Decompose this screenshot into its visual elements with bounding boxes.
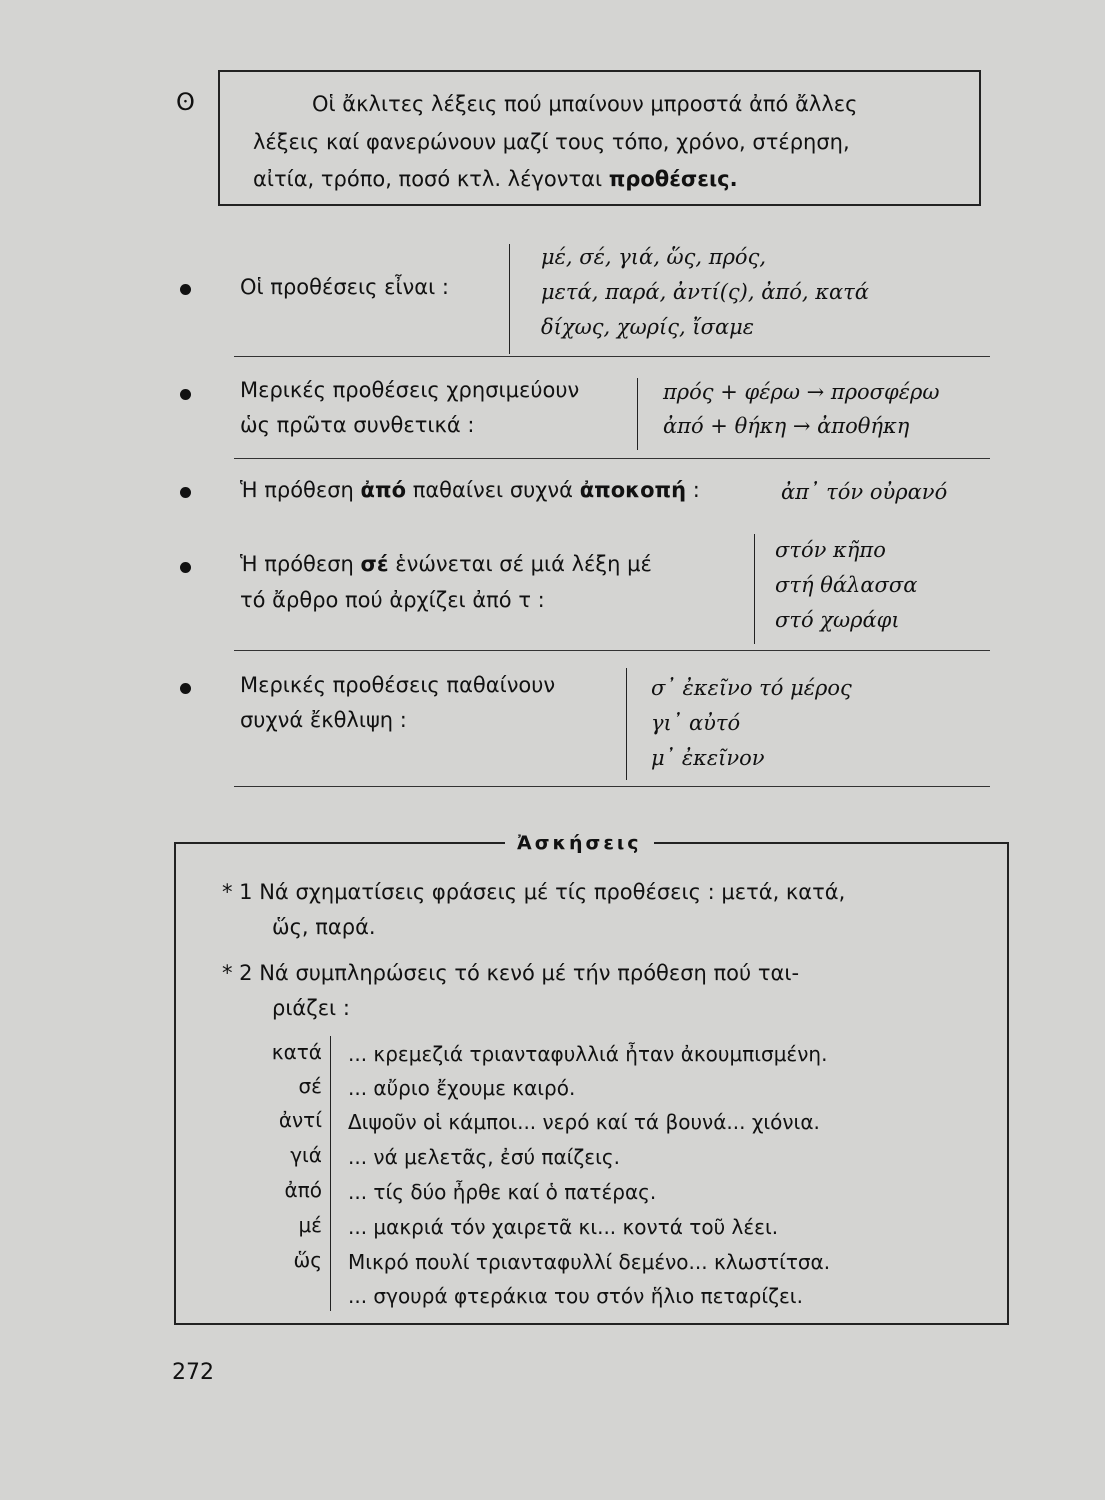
exercise-2-line-2: ριάζει : [272, 996, 350, 1020]
rule-2-divider [637, 378, 638, 450]
rule-1-divider [509, 244, 510, 354]
rule-2-example-1: πρός + φέρω → προσφέρω [663, 380, 940, 404]
exercise-sentence: ... κρεμεζιά τριανταφυλλιά ἦταν ἀκουμπισμένη. [348, 1042, 828, 1066]
rule-1-example-2: μετά, παρά, ἀντί(ς), ἀπό, κατά [541, 280, 869, 304]
exercise-sentence: Διψοῦν οἱ κάμποι... νερό καί τά βουνά... χιόνια. [348, 1110, 820, 1134]
definition-term: προθέσεις. [608, 167, 738, 191]
bullet-icon [180, 562, 191, 573]
definition-line-1: Οἱ ἄκλιτες λέξεις πού μπαίνουν μπροστά ἀπό ἄλλες [312, 92, 858, 116]
bullet-icon [180, 683, 191, 694]
rule-2-text-1: Μερικές προθέσεις χρησιμεύουν [240, 378, 580, 402]
rule-2-example-2: ἀπό + θήκη → ἀποθήκη [663, 414, 910, 438]
exercise-sentence: ... νά μελετᾶς, ἐσύ παίζεις. [348, 1145, 620, 1169]
rule-5-text-2: συχνά ἔκθλιψη : [240, 708, 407, 732]
exercise-2-divider [330, 1036, 331, 1311]
rule-3-suffix: : [686, 478, 700, 502]
definition-line-3 [253, 167, 738, 191]
definition-line-2: λέξεις καί φανερώνουν μαζί τους τόπο, χρόνο, στέρηση, [253, 130, 850, 154]
exercise-sentence: ... μακριά τόν χαιρετᾶ κι... κοντά τοῦ λέει. [348, 1215, 779, 1239]
preposition-option: ὥς [293, 1248, 322, 1272]
rule-3-term-1: ἀπό [360, 478, 407, 502]
rule-1-separator [234, 356, 990, 357]
bullet-icon [180, 389, 191, 400]
rule-3-text [240, 478, 700, 502]
rule-3-mid: παθαίνει συχνά [406, 478, 580, 502]
rule-3-example: ἀπ᾽ τόν οὐρανό [781, 480, 948, 504]
rule-4-term: σέ [360, 552, 389, 576]
preposition-option: μέ [298, 1213, 322, 1237]
exercise-2-line-1: * 2 Νά συμπληρώσεις τό κενό μέ τήν πρόθεση πού ται- [222, 961, 800, 985]
preposition-option: κατά [271, 1040, 322, 1064]
exercise-sentence: ... τίς δύο ἦρθε καί ὁ πατέρας. [348, 1180, 657, 1204]
definition-line-3-text: αἰτία, τρόπο, ποσό κτλ. λέγονται [253, 167, 609, 191]
page-number: 272 [172, 1360, 214, 1385]
rule-5-example-3: μ᾽ ἐκεῖνον [651, 746, 765, 770]
rule-3-prefix: Ἡ πρόθεση [240, 478, 361, 502]
bullet-icon [180, 487, 191, 498]
exercises-title: Ἀσκήσεις [505, 832, 654, 854]
rule-4-text-1 [240, 552, 652, 576]
preposition-option: σέ [298, 1074, 322, 1098]
rule-1-example-3: δίχως, χωρίς, ἴσαμε [541, 315, 755, 339]
bullet-icon [180, 284, 191, 295]
rule-5-separator [234, 786, 990, 787]
rule-4-divider [754, 534, 755, 644]
rule-4-text-2: τό ἄρθρο πού ἀρχίζει ἀπό τ : [240, 588, 545, 612]
rule-2-separator [234, 458, 990, 459]
exercise-sentence: Μικρό πουλί τριανταφυλλί δεμένο... κλωστίτσα. [348, 1250, 831, 1274]
rule-1-text: Οἱ προθέσεις εἶναι : [240, 275, 449, 299]
rule-4-example-3: στό χωράφι [775, 608, 900, 632]
rule-4-example-1: στόν κῆπο [775, 538, 886, 562]
rule-4-prefix: Ἡ πρόθεση [240, 552, 361, 576]
rule-1-example-1: μέ, σέ, γιά, ὥς, πρός, [541, 245, 767, 269]
rule-5-divider [626, 668, 627, 780]
rule-5-example-2: γι᾽ αὐτό [651, 711, 741, 735]
exercise-1-line-2: ὥς, παρά. [272, 915, 376, 939]
rule-2-text-2: ὡς πρῶτα συνθετικά : [240, 413, 475, 437]
rule-5-text-1: Μερικές προθέσεις παθαίνουν [240, 673, 556, 697]
rule-5-example-1: σ᾽ ἐκεῖνο τό μέρος [651, 676, 852, 700]
exercise-sentence: ... αὔριο ἔχουμε καιρό. [348, 1076, 576, 1100]
preposition-option: ἀπό [284, 1178, 322, 1202]
rule-4-example-2: στή θάλασσα [775, 573, 918, 597]
rule-4-separator [234, 650, 990, 651]
rule-4-suffix: ἑνώνεται σέ μιά λέξη μέ [388, 552, 652, 576]
preposition-option: ἀντί [278, 1108, 322, 1132]
preposition-option: γιά [290, 1143, 322, 1167]
definition-marker-icon: ʘ [176, 88, 195, 116]
rule-3-term-2: ἀποκοπή [579, 478, 687, 502]
exercise-1-line-1: * 1 Νά σχηματίσεις φράσεις μέ τίς προθέσεις : μετά, κατά, [222, 880, 846, 904]
exercise-sentence: ... σγουρά φτεράκια του στόν ἥλιο πεταρίζει. [348, 1284, 803, 1308]
